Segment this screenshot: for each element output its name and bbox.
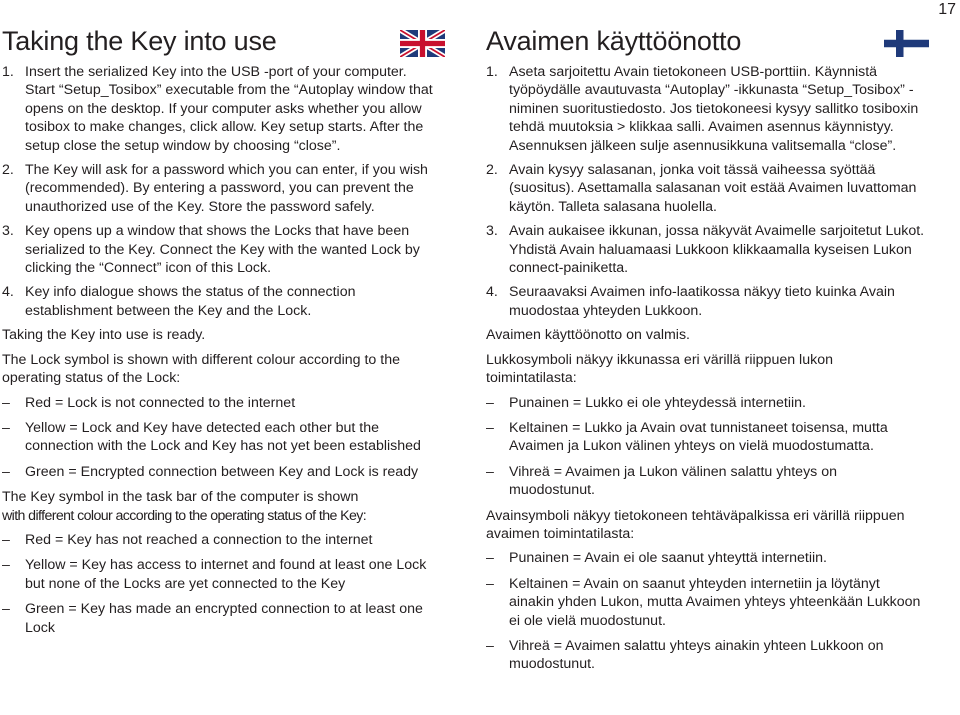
finland-flag-icon	[884, 30, 929, 57]
finnish-key-state-yellow	[486, 575, 926, 630]
english-lock-intro: The Lock symbol is shown with different colour according to the operating status of the Lock:	[2, 351, 400, 387]
english-lock-state-green	[2, 463, 440, 481]
step-text: Aseta sarjoitettu Avain tietokoneen USB-porttiin. Käynnistä työpöydälle avautuvasta “Autoplay” -ikkunasta “Setup_Tosibox” -niminen suoritustiedosto. Jos tietokoneesi kysyy sallitko tosiboxin tehdä muutoksia > klikkaa salli. Avaimen asennus käynnistyy. Asennuksen jälkeen sulje asennusikkuna valitsemalla “close”.	[509, 64, 919, 154]
lock-state-text: Yellow = Lock and Key have detected each other but the connection with the Lock and Key has not yet been established	[25, 419, 421, 455]
lock-state-text: Vihreä = Avaimen ja Lukon välinen salattu yhteys on muodostunut.	[509, 463, 837, 499]
english-step-4	[2, 283, 440, 320]
dash-bullet: –	[486, 419, 494, 436]
finnish-ready-text: Avaimen käyttöönotto on valmis.	[486, 327, 690, 344]
step-text: Key opens up a window that shows the Locks that have been serialized to the Key. Connect the Key with the wanted Lock by clicking the “Connect” icon of this Lock.	[25, 223, 420, 277]
finnish-body	[486, 63, 926, 681]
step-number: 3.	[2, 223, 14, 240]
key-state-text: Punainen = Avain ei ole saanut yhteyttä internetiin.	[509, 550, 827, 567]
lock-state-text: Red = Lock is not connected to the internet	[25, 394, 296, 411]
finnish-title: Avaimen käyttöönotto	[486, 26, 742, 56]
english-key-state-green	[2, 600, 440, 637]
finnish-step-3	[486, 222, 926, 277]
uk-flag-icon	[400, 30, 445, 57]
english-ready-text: Taking the Key into use is ready.	[2, 327, 206, 344]
english-lock-state-red	[2, 394, 440, 412]
step-number: 2.	[486, 162, 498, 179]
step-number: 3.	[486, 223, 498, 240]
english-step-3	[2, 222, 440, 277]
dash-bullet: –	[2, 394, 10, 411]
step-number: 2.	[2, 162, 14, 179]
english-key-intro-line-1: The Key symbol in the task bar of the computer is shown	[2, 489, 359, 506]
step-number: 1.	[2, 64, 14, 80]
dash-bullet: –	[486, 394, 494, 411]
step-text: Key info dialogue shows the status of the connection establishment between the Key and the Lock.	[25, 284, 356, 319]
english-body	[2, 63, 440, 644]
step-text: Seuraavaksi Avaimen info-laatikossa näkyy tieto kuinka Avain muodostaa yhteyden Lukkoon.	[509, 284, 895, 319]
finnish-key-state-green	[486, 637, 926, 674]
key-state-text: Green = Key has made an encrypted connection to at least one Lock	[25, 601, 423, 636]
finnish-lock-intro: Lukkosymboli näkyy ikkunassa eri värillä riippuen lukon toimintatilasta:	[486, 351, 833, 387]
step-number: 4.	[2, 284, 14, 301]
dash-bullet: –	[2, 531, 10, 548]
dash-bullet: –	[2, 419, 10, 436]
key-state-text: Red = Key has not reached a connection to the internet	[25, 531, 373, 548]
key-state-text: Vihreä = Avaimen salattu yhteys ainakin yhteen Lukkoon on muodostunut.	[509, 637, 884, 673]
english-title: Taking the Key into use	[2, 26, 277, 56]
lock-state-text: Green = Encrypted connection between Key and Lock is ready	[25, 463, 419, 480]
dash-bullet: –	[486, 463, 494, 480]
step-text: Avain kysyy salasanan, jonka voit tässä vaiheessa syöttää (suositus). Asettamalla salasanan voit estää Avaimen luvattoman käytön. Talleta salasana huolella.	[509, 162, 917, 215]
key-state-text: Yellow = Key has access to internet and found at least one Lock but none of the Locks are yet connected to the Key	[25, 557, 427, 592]
english-lock-state-yellow	[2, 419, 440, 456]
finnish-lock-state-green	[486, 463, 926, 500]
dash-bullet: –	[486, 637, 494, 654]
finnish-key-intro: Avainsymboli näkyy tietokoneen tehtäväpalkissa eri värillä riippuen avaimen toimintatilasta:	[486, 507, 905, 542]
finnish-step-2	[486, 161, 926, 216]
english-key-intro-line-2: with different colour according to the operating status of the Key:	[2, 507, 367, 524]
lock-state-text: Keltainen = Lukko ja Avain ovat tunnistaneet toisensa, mutta Avaimen ja Lukon välinen yhteys on vielä muodostumatta.	[509, 419, 888, 455]
finnish-key-state-red	[486, 549, 926, 567]
step-number: 1.	[486, 64, 498, 80]
step-number: 4.	[486, 284, 498, 301]
english-step-2	[2, 161, 440, 216]
finnish-step-4	[486, 283, 926, 320]
finnish-lock-state-yellow	[486, 419, 926, 456]
english-key-state-yellow	[2, 556, 440, 593]
step-text: Insert the serialized Key into the USB -port of your computer. Start “Setup_Tosibox” executable from the “Autoplay window that opens on the desktop. If your computer asks whether you allow tosibox to make changes, click allow. Key setup starts. After the setup close the setup window by choosing “close”.	[25, 64, 433, 154]
dash-bullet: –	[2, 557, 10, 574]
key-state-text: Keltainen = Avain on saanut yhteyden internetiin ja löytänyt ainakin yhden Lukon, mutta Avaimen yhteys yhteenkään Lukkoon ei ole vielä muodostunut.	[509, 575, 921, 629]
dash-bullet: –	[486, 575, 494, 592]
page-number: 17	[938, 1, 956, 18]
step-text: The Key will ask for a password which you can enter, if you wish (recommended). By entering a password, you can prevent the unauthorized use of the Key. Store the password safely.	[25, 162, 428, 215]
dash-bullet: –	[2, 601, 10, 618]
finnish-lock-state-red	[486, 394, 926, 412]
lock-state-text: Punainen = Lukko ei ole yhteydessä internetiin.	[509, 394, 806, 411]
dash-bullet: –	[486, 550, 494, 567]
english-key-state-red	[2, 531, 440, 549]
english-step-1	[2, 63, 440, 155]
step-text: Avain aukaisee ikkunan, jossa näkyvät Avaimelle sarjoitetut Lukot. Yhdistä Avain haluamaasi Lukkoon klikkaamalla kyseisen Lukon connect-painiketta.	[509, 223, 925, 277]
finnish-step-1	[486, 63, 926, 155]
dash-bullet: –	[2, 463, 10, 480]
